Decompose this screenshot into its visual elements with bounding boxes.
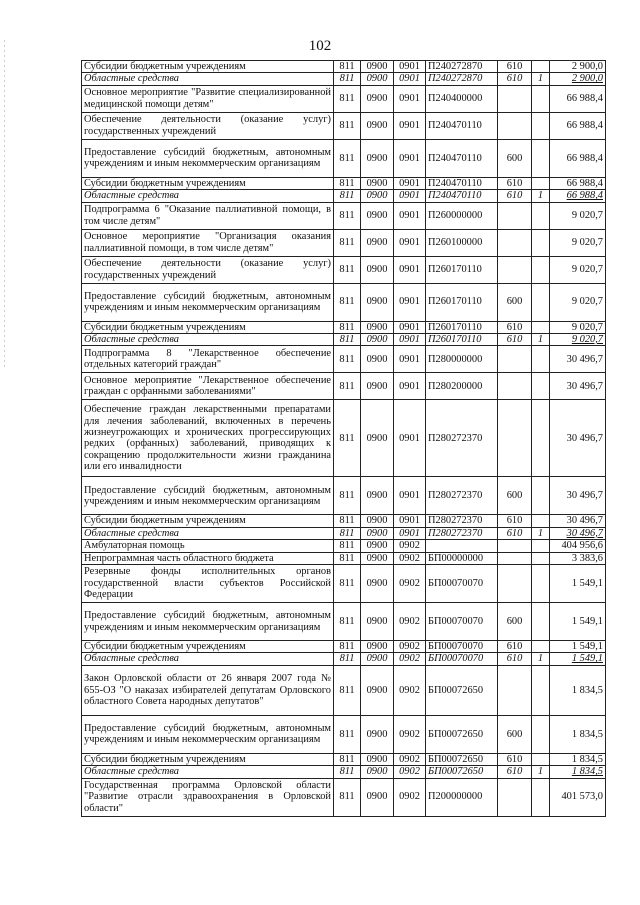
row-name: Областные средства [82,766,334,778]
funding-source-code [532,85,550,112]
department-code: 811 [334,778,361,816]
target-article-code: БП00072650 [426,665,498,715]
department-code: 811 [334,766,361,778]
expense-type-code [498,85,532,112]
department-code: 811 [334,540,361,552]
target-article-code: П240272870 [426,61,498,73]
funding-source-code: 1 [532,653,550,665]
subsection-code: 0902 [394,778,426,816]
funding-source-code [532,177,550,189]
row-name: Субсидии бюджетным учреждениям [82,753,334,765]
funding-source-code [532,477,550,515]
subsection-code: 0901 [394,515,426,527]
expense-type-code [498,256,532,283]
funding-source-code: 1 [532,190,550,202]
expense-type-code [498,346,532,373]
subsection-code: 0901 [394,400,426,477]
row-name: Субсидии бюджетным учреждениям [82,515,334,527]
amount: 401 573,0 [550,778,606,816]
department-code: 811 [334,400,361,477]
department-code: 811 [334,515,361,527]
subsection-code: 0902 [394,653,426,665]
target-article-code: БП00070070 [426,603,498,641]
subsection-code: 0902 [394,565,426,603]
section-code: 0900 [361,229,394,256]
subsection-code: 0901 [394,229,426,256]
expense-type-code: 600 [498,283,532,321]
department-code: 811 [334,229,361,256]
section-code: 0900 [361,527,394,539]
target-article-code: П280272370 [426,477,498,515]
amount: 66 988,4 [550,177,606,189]
row-name: Областные средства [82,334,334,346]
subsection-code: 0901 [394,85,426,112]
funding-source-code [532,112,550,139]
budget-table [81,60,606,817]
expense-type-code [498,400,532,477]
row-name: Областные средства [82,73,334,85]
section-code: 0900 [361,641,394,653]
target-article-code: П260100000 [426,229,498,256]
target-article-code: П280200000 [426,373,498,400]
section-code: 0900 [361,753,394,765]
department-code: 811 [334,334,361,346]
amount: 30 496,7 [550,373,606,400]
amount: 1 834,5 [550,715,606,753]
section-code: 0900 [361,477,394,515]
amount: 66 988,4 [550,112,606,139]
target-article-code: П260000000 [426,202,498,229]
section-code: 0900 [361,540,394,552]
section-code: 0900 [361,665,394,715]
target-article-code: БП00072650 [426,753,498,765]
amount: 1 549,1 [550,565,606,603]
funding-source-code: 1 [532,334,550,346]
budget-table-body [82,61,606,817]
amount: 30 496,7 [550,346,606,373]
section-code: 0900 [361,400,394,477]
table-row [82,177,606,189]
section-code: 0900 [361,334,394,346]
target-article-code: П260170110 [426,334,498,346]
expense-type-code: 610 [498,753,532,765]
table-row [82,515,606,527]
page-number: 102 [308,38,332,54]
department-code: 811 [334,85,361,112]
funding-source-code [532,139,550,177]
department-code: 811 [334,283,361,321]
expense-type-code: 610 [498,766,532,778]
amount: 66 988,4 [550,139,606,177]
funding-source-code [532,400,550,477]
table-row [82,229,606,256]
expense-type-code [498,565,532,603]
subsection-code: 0901 [394,177,426,189]
target-article-code: БП00070070 [426,653,498,665]
section-code: 0900 [361,283,394,321]
subsection-code: 0902 [394,665,426,715]
expense-type-code [498,778,532,816]
section-code: 0900 [361,373,394,400]
target-article-code: П240470110 [426,112,498,139]
funding-source-code [532,373,550,400]
table-row [82,552,606,564]
table-row [82,321,606,333]
target-article-code: П240272870 [426,73,498,85]
subsection-code: 0901 [394,477,426,515]
funding-source-code: 1 [532,73,550,85]
section-code: 0900 [361,653,394,665]
department-code: 811 [334,527,361,539]
section-code: 0900 [361,73,394,85]
amount: 9 020,7 [550,256,606,283]
amount: 1 834,5 [550,766,606,778]
row-name: Предоставление субсидий бюджетным, автономным учреждениям и иным некоммерческим организациям [82,603,334,641]
expense-type-code [498,112,532,139]
row-name: Предоставление субсидий бюджетным, автономным учреждениям и иным некоммерческим организациям [82,477,334,515]
amount: 9 020,7 [550,202,606,229]
row-name: Предоставление субсидий бюджетным, автономным учреждениям и иным некоммерческим организациям [82,715,334,753]
funding-source-code: 1 [532,766,550,778]
funding-source-code [532,229,550,256]
scan-margin-mark [4,40,5,370]
amount: 66 988,4 [550,85,606,112]
department-code: 811 [334,477,361,515]
budget-table-container [81,60,605,817]
table-row [82,715,606,753]
row-name: Основное мероприятие "Организация оказания паллиативной помощи, в том числе детям" [82,229,334,256]
row-name: Областные средства [82,190,334,202]
section-code: 0900 [361,112,394,139]
amount: 9 020,7 [550,321,606,333]
subsection-code: 0902 [394,641,426,653]
section-code: 0900 [361,61,394,73]
target-article-code: П240470110 [426,177,498,189]
section-code: 0900 [361,139,394,177]
funding-source-code [532,283,550,321]
table-row [82,653,606,665]
funding-source-code [532,256,550,283]
department-code: 811 [334,653,361,665]
target-article-code: П240470110 [426,190,498,202]
expense-type-code: 600 [498,715,532,753]
funding-source-code [532,540,550,552]
subsection-code: 0901 [394,283,426,321]
expense-type-code [498,229,532,256]
expense-type-code: 610 [498,515,532,527]
section-code: 0900 [361,256,394,283]
department-code: 811 [334,73,361,85]
row-name: Резервные фонды исполнительных органов государственной власти субъектов Российской Федерации [82,565,334,603]
subsection-code: 0901 [394,527,426,539]
table-row [82,256,606,283]
amount: 1 549,1 [550,653,606,665]
amount: 1 834,5 [550,665,606,715]
target-article-code: П200000000 [426,778,498,816]
row-name: Основное мероприятие "Лекарственное обеспечение граждан с орфанными заболеваниями" [82,373,334,400]
section-code: 0900 [361,552,394,564]
subsection-code: 0902 [394,552,426,564]
row-name: Закон Орловской области от 26 января 2007 года № 655-ОЗ "О наказах избирателей депутатам Орловского областного Совета народных депутатов" [82,665,334,715]
subsection-code: 0901 [394,321,426,333]
expense-type-code: 610 [498,321,532,333]
subsection-code: 0902 [394,603,426,641]
subsection-code: 0901 [394,61,426,73]
section-code: 0900 [361,515,394,527]
row-name: Обеспечение деятельности (оказание услуг) государственных учреждений [82,256,334,283]
target-article-code: П280000000 [426,346,498,373]
funding-source-code [532,61,550,73]
subsection-code: 0901 [394,73,426,85]
table-row [82,85,606,112]
expense-type-code: 610 [498,61,532,73]
amount: 1 549,1 [550,603,606,641]
expense-type-code: 610 [498,653,532,665]
department-code: 811 [334,190,361,202]
department-code: 811 [334,715,361,753]
subsection-code: 0901 [394,202,426,229]
expense-type-code [498,373,532,400]
row-name: Подпрограмма 6 "Оказание паллиативной помощи, в том числе детям" [82,202,334,229]
subsection-code: 0902 [394,540,426,552]
amount: 2 900,0 [550,73,606,85]
amount: 1 834,5 [550,753,606,765]
funding-source-code [532,715,550,753]
section-code: 0900 [361,603,394,641]
target-article-code: П260170110 [426,283,498,321]
funding-source-code [532,603,550,641]
subsection-code: 0901 [394,256,426,283]
target-article-code: БП00070070 [426,565,498,603]
funding-source-code [532,641,550,653]
target-article-code: П280272370 [426,400,498,477]
table-row [82,603,606,641]
funding-source-code [532,552,550,564]
table-row [82,334,606,346]
funding-source-code [532,778,550,816]
funding-source-code [532,346,550,373]
target-article-code: БП00070070 [426,641,498,653]
amount: 30 496,7 [550,515,606,527]
section-code: 0900 [361,715,394,753]
target-article-code: БП00000000 [426,552,498,564]
row-name: Амбулаторная помощь [82,540,334,552]
funding-source-code: 1 [532,527,550,539]
subsection-code: 0901 [394,346,426,373]
table-row [82,527,606,539]
department-code: 811 [334,373,361,400]
subsection-code: 0901 [394,190,426,202]
table-row [82,400,606,477]
section-code: 0900 [361,778,394,816]
table-row [82,139,606,177]
target-article-code: П240400000 [426,85,498,112]
row-name: Обеспечение деятельности (оказание услуг) государственных учреждений [82,112,334,139]
amount: 9 020,7 [550,334,606,346]
subsection-code: 0902 [394,715,426,753]
target-article-code: БП00072650 [426,766,498,778]
table-row [82,641,606,653]
section-code: 0900 [361,321,394,333]
funding-source-code [532,202,550,229]
section-code: 0900 [361,565,394,603]
table-row [82,73,606,85]
amount: 30 496,7 [550,477,606,515]
expense-type-code: 600 [498,139,532,177]
table-row [82,61,606,73]
expense-type-code: 610 [498,334,532,346]
subsection-code: 0902 [394,753,426,765]
target-article-code: П260170110 [426,321,498,333]
target-article-code: П280272370 [426,527,498,539]
funding-source-code [532,515,550,527]
row-name: Основное мероприятие "Развитие специализированной медицинской помощи детям" [82,85,334,112]
table-row [82,565,606,603]
row-name: Субсидии бюджетным учреждениям [82,641,334,653]
amount: 2 900,0 [550,61,606,73]
department-code: 811 [334,139,361,177]
table-row [82,346,606,373]
table-row [82,283,606,321]
department-code: 811 [334,112,361,139]
department-code: 811 [334,321,361,333]
expense-type-code: 610 [498,73,532,85]
expense-type-code: 610 [498,641,532,653]
section-code: 0900 [361,766,394,778]
table-row [82,753,606,765]
expense-type-code: 610 [498,177,532,189]
department-code: 811 [334,753,361,765]
section-code: 0900 [361,177,394,189]
department-code: 811 [334,256,361,283]
amount: 66 988,4 [550,190,606,202]
expense-type-code: 600 [498,477,532,515]
row-name: Субсидии бюджетным учреждениям [82,321,334,333]
row-name: Субсидии бюджетным учреждениям [82,177,334,189]
amount: 9 020,7 [550,229,606,256]
funding-source-code [532,753,550,765]
row-name: Непрограммная часть областного бюджета [82,552,334,564]
subsection-code: 0901 [394,139,426,177]
table-row [82,778,606,816]
expense-type-code: 610 [498,527,532,539]
expense-type-code [498,202,532,229]
table-row [82,202,606,229]
amount: 1 549,1 [550,641,606,653]
expense-type-code: 600 [498,603,532,641]
subsection-code: 0902 [394,766,426,778]
table-row [82,190,606,202]
section-code: 0900 [361,85,394,112]
section-code: 0900 [361,202,394,229]
row-name: Областные средства [82,527,334,539]
table-row [82,665,606,715]
funding-source-code [532,321,550,333]
department-code: 811 [334,665,361,715]
target-article-code [426,540,498,552]
target-article-code: П280272370 [426,515,498,527]
row-name: Государственная программа Орловской области "Развитие отрасли здравоохранения в Орловской области" [82,778,334,816]
subsection-code: 0901 [394,334,426,346]
department-code: 811 [334,565,361,603]
row-name: Предоставление субсидий бюджетным, автономным учреждениям и иным некоммерческим организациям [82,139,334,177]
amount: 30 496,7 [550,527,606,539]
row-name: Субсидии бюджетным учреждениям [82,61,334,73]
funding-source-code [532,565,550,603]
amount: 9 020,7 [550,283,606,321]
row-name: Подпрограмма 8 "Лекарственное обеспечение отдельных категорий граждан" [82,346,334,373]
table-row [82,540,606,552]
department-code: 811 [334,61,361,73]
table-row [82,373,606,400]
target-article-code: П260170110 [426,256,498,283]
expense-type-code [498,665,532,715]
amount: 404 956,6 [550,540,606,552]
department-code: 811 [334,202,361,229]
department-code: 811 [334,641,361,653]
expense-type-code: 610 [498,190,532,202]
department-code: 811 [334,177,361,189]
expense-type-code [498,540,532,552]
department-code: 811 [334,603,361,641]
amount: 3 383,6 [550,552,606,564]
target-article-code: БП00072650 [426,715,498,753]
table-row [82,477,606,515]
section-code: 0900 [361,190,394,202]
target-article-code: П240470110 [426,139,498,177]
table-row [82,112,606,139]
funding-source-code [532,665,550,715]
row-name: Областные средства [82,653,334,665]
amount: 30 496,7 [550,400,606,477]
subsection-code: 0901 [394,373,426,400]
section-code: 0900 [361,346,394,373]
expense-type-code [498,552,532,564]
department-code: 811 [334,346,361,373]
row-name: Обеспечение граждан лекарственными препаратами для лечения заболеваний, включенных в перечень жизнеугрожающих и хронических прогрессирующих редких (орфанных) заболеваний, приводящих к сокращению продолжительности жизни гражданина или его инвалидности [82,400,334,477]
row-name: Предоставление субсидий бюджетным, автономным учреждениям и иным некоммерческим организациям [82,283,334,321]
department-code: 811 [334,552,361,564]
subsection-code: 0901 [394,112,426,139]
table-row [82,766,606,778]
